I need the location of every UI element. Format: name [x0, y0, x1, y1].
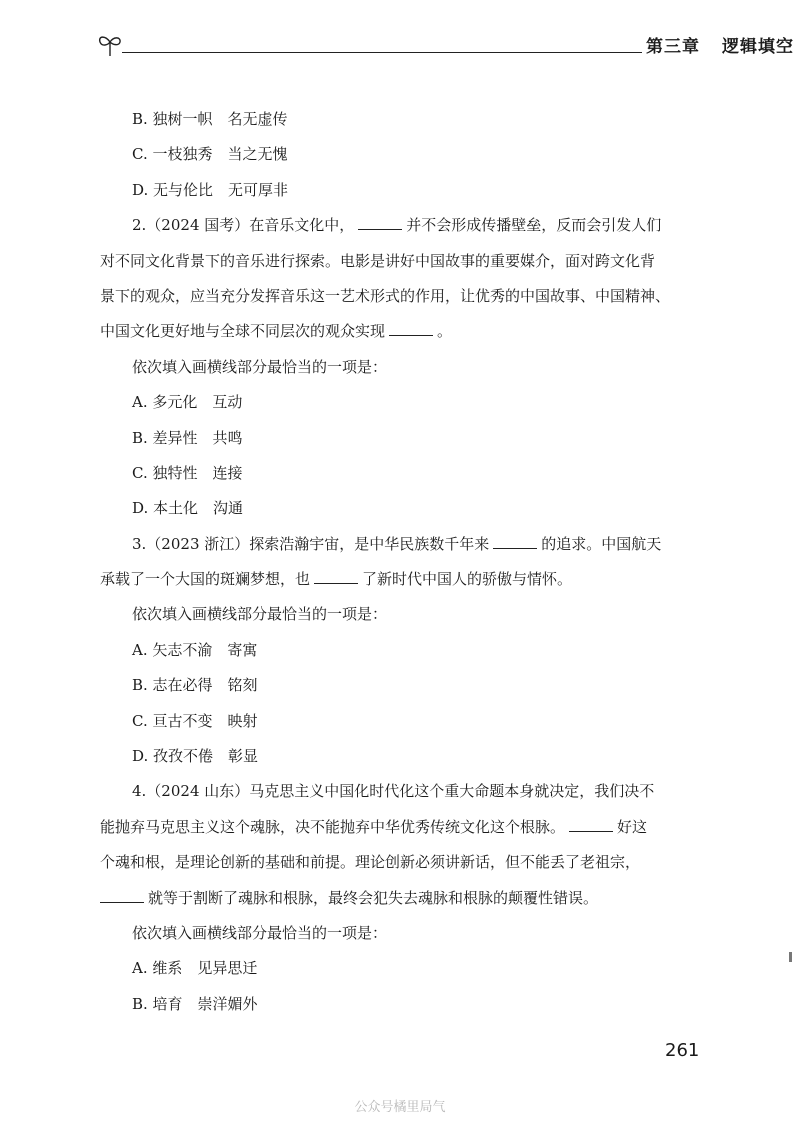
q4-text: 好这: [617, 817, 648, 836]
q1-option-d: D. 无与伦比 无可厚非: [132, 180, 289, 199]
q4-line-3: 个魂和根，是理论创新的基础和前提。理论创新必须讲新话，但不能丢了老祖宗，: [100, 853, 641, 872]
fill-blank: [389, 321, 433, 336]
q2-line-3: 景下的观众，应当充分发挥音乐这一艺术形式的作用，让优秀的中国故事、中国精神、: [100, 286, 671, 305]
page-header: [96, 30, 794, 66]
q3-line-2: [100, 562, 702, 597]
page-content: [100, 102, 702, 1022]
sprout-icon: [96, 32, 124, 58]
q2-line-2: 对不同文化背景下的音乐进行探索。电影是讲好中国故事的重要媒介，面对跨文化背: [100, 251, 656, 270]
fill-blank: [358, 215, 402, 230]
fill-blank: [100, 888, 144, 903]
chapter-heading: [646, 32, 794, 57]
q2-text: 中国文化更好地与全球不同层次的观众实现: [100, 322, 386, 341]
q2-text: 。: [437, 322, 453, 341]
chapter-title: 逻辑填空: [722, 37, 794, 57]
q2-option-a: A. 多元化 互动: [132, 393, 243, 412]
q1-option-b: B. 独树一帜 名无虚传: [132, 110, 288, 128]
q4-line-2: [100, 810, 702, 845]
q2-option-d: D. 本土化 沟通: [132, 499, 244, 518]
q2-text: 并不会形成传播壁垒，反而会引发人们: [406, 216, 662, 235]
q3-text: 的追求。中国航天: [541, 534, 662, 553]
header-rule: [122, 52, 642, 53]
watermark: 公众号橘里局气: [354, 1100, 446, 1115]
q3-option-b: B. 志在必得 铭刻: [132, 676, 258, 695]
fill-blank: [569, 817, 613, 832]
q3-prompt: 依次填入画横线部分最恰当的一项是：: [132, 605, 388, 624]
q4-prompt: 依次填入画横线部分最恰当的一项是：: [132, 923, 388, 942]
q4-option-a: A. 维系 见异思迁: [132, 959, 258, 978]
q3-option-d: D. 孜孜不倦 彰显: [132, 747, 259, 766]
q2-line-1: [132, 208, 702, 243]
page-number: 261: [665, 1040, 700, 1061]
q4-text: 能抛弃马克思主义这个魂脉，决不能抛弃中华优秀传统文化这个根脉。: [100, 817, 566, 836]
q2-line-4: [100, 314, 702, 349]
q2-option-c: C. 独特性 连接: [132, 463, 243, 482]
q3-text: 3.（2023 浙江）探索浩瀚宇宙，是中华民族数千年来: [132, 534, 490, 553]
q3-option-c: C. 亘古不变 映射: [132, 711, 258, 730]
q3-line-1: [132, 527, 702, 562]
q3-text: 承载了一个大国的斑斓梦想，也: [100, 570, 311, 589]
q4-line-4: [100, 881, 702, 916]
q4-line-1: 4.（2024 山东）马克思主义中国化时代化这个重大命题本身就决定，我们决不: [132, 782, 655, 801]
fill-blank: [493, 534, 537, 549]
q4-option-b: B. 培育 崇洋媚外: [132, 994, 258, 1013]
chapter-number: 第三章: [646, 37, 700, 57]
q2-prompt: 依次填入画横线部分最恰当的一项是：: [132, 357, 388, 376]
q2-option-b: B. 差异性 共鸣: [132, 428, 243, 447]
q3-option-a: A. 矢志不渝 寄寓: [132, 640, 258, 659]
q2-text: 2.（2024 国考）在音乐文化中，: [132, 216, 355, 235]
q1-option-c: C. 一枝独秀 当之无愧: [132, 145, 288, 164]
scan-edge-mark: [789, 952, 792, 962]
q3-text: 了新时代中国人的骄傲与情怀。: [362, 570, 573, 589]
fill-blank: [314, 569, 358, 584]
q4-text: 就等于割断了魂脉和根脉，最终会犯失去魂脉和根脉的颠覆性错误。: [148, 888, 599, 907]
